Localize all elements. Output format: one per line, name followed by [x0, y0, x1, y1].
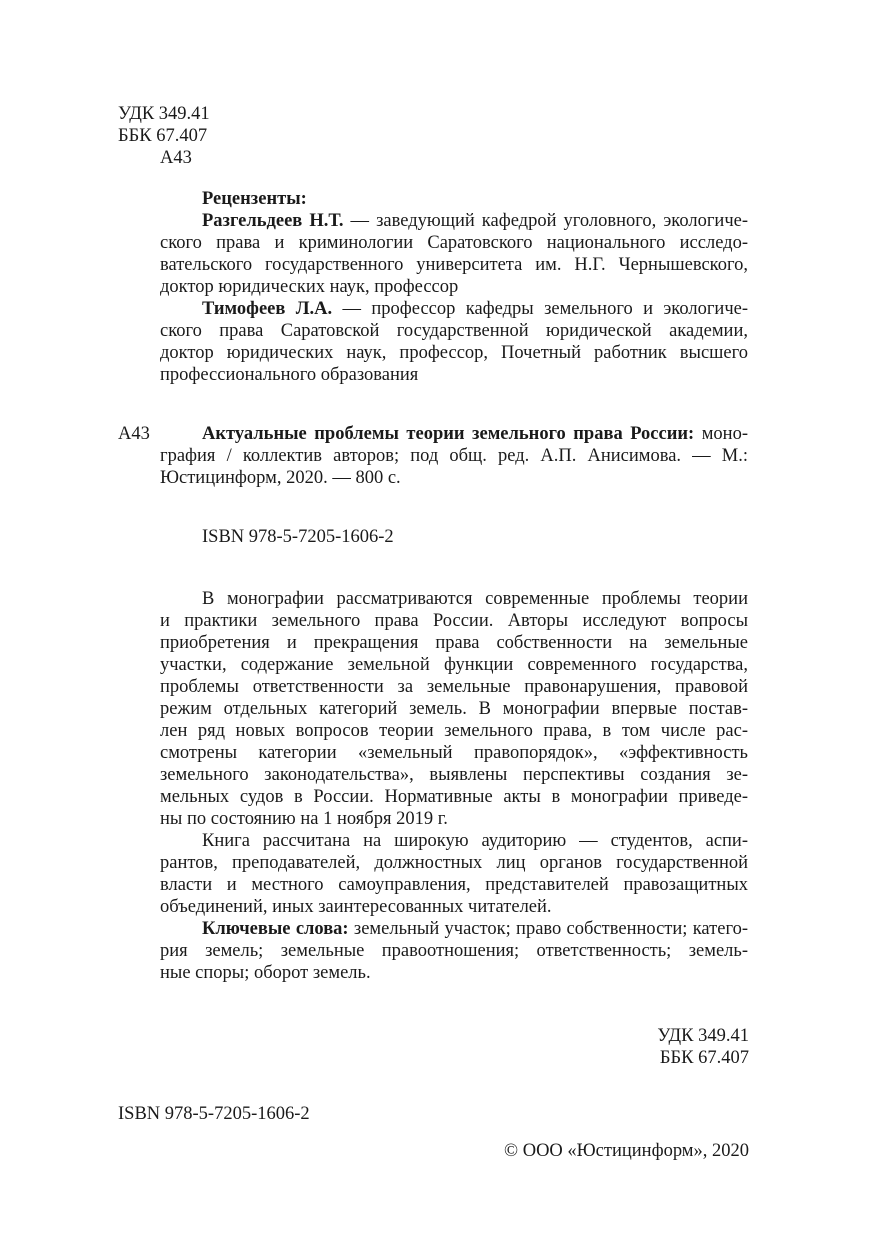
- keywords-line-1: Ключевые слова: земельный участок; право собственности; катего-: [202, 919, 748, 939]
- abstract-p1-line-6: режим отдельных категорий земель. В монографии впервые постав-: [160, 699, 748, 719]
- abstract-p1-line-7: лен ряд новых вопросов теории земельного права, в том числе рас-: [160, 721, 748, 741]
- abstract-p1-line-9: земельного законодательства», выявлены перспективы создания зе-: [160, 765, 748, 785]
- reviewer2-name: Тимофеев Л.А.: [202, 299, 333, 319]
- abstract-p1-line-8: смотрены категории «земельный правопорядок», «эффективность: [160, 743, 748, 763]
- abstract-p2-line-1: Книга рассчитана на широкую аудиторию — студентов, аспи-: [202, 831, 748, 851]
- abstract-p2-line-4: объединений, иных заинтересованных читателей.: [160, 897, 552, 917]
- book-title: Актуальные проблемы теории земельного права России:: [202, 424, 695, 444]
- udk-top: УДК 349.41: [118, 104, 210, 124]
- bbk-bottom: ББК 67.407: [659, 1048, 749, 1068]
- copyright: © ООО «Юстицинформ», 2020: [504, 1141, 749, 1161]
- citation-sign: А43: [118, 424, 150, 444]
- isbn-middle: ISBN 978-5-7205-1606-2: [202, 527, 394, 547]
- reviewer1-line-4: доктор юридических наук, профессор: [160, 277, 459, 297]
- abstract-p1-line-5: проблемы ответственности за земельные правонарушения, правовой: [160, 677, 748, 697]
- udk-bottom: УДК 349.41: [657, 1026, 749, 1046]
- abstract-p2-line-2: рантов, преподавателей, должностных лиц органов государственной: [160, 853, 748, 873]
- author-sign-top: А43: [160, 148, 192, 168]
- citation-line-1: Актуальные проблемы теории земельного права России: моно-: [202, 424, 748, 444]
- reviewers-heading: Рецензенты:: [202, 189, 307, 209]
- reviewer1-line-2: ского права и криминологии Саратовского национального исследо-: [160, 233, 748, 253]
- abstract-p1-line-10: мельных судов в России. Нормативные акты в монографии приведе-: [160, 787, 748, 807]
- isbn-bottom: ISBN 978-5-7205-1606-2: [118, 1104, 310, 1124]
- keywords-label: Ключевые слова:: [202, 919, 349, 939]
- reviewer1-name: Разгельдеев Н.Т.: [202, 211, 344, 231]
- keywords-line-3: ные споры; оборот земель.: [160, 963, 371, 983]
- keywords-line-2: рия земель; земельные правоотношения; ответственность; земель-: [160, 941, 748, 961]
- abstract-p1-line-2: и практики земельного права России. Авторы исследуют вопросы: [160, 611, 748, 631]
- abstract-p1-line-11: ны по состоянию на 1 ноября 2019 г.: [160, 809, 448, 829]
- bbk-top: ББК 67.407: [118, 126, 208, 146]
- reviewer2-line-1: Тимофеев Л.А. — профессор кафедры земельного и экологиче-: [202, 299, 749, 319]
- reviewer2-line-3: доктор юридических наук, профессор, Почетный работник высшего: [160, 343, 748, 363]
- reviewer2-line-2: ского права Саратовской государственной юридической академии,: [160, 321, 748, 341]
- citation-line-2: графия / коллектив авторов; под общ. ред. А.П. Анисимова. — М.:: [160, 446, 748, 466]
- abstract-p1-line-4: участки, содержание земельной функции современного государства,: [160, 655, 748, 675]
- reviewer1-line-1: Разгельдеев Н.Т. — заведующий кафедрой уголовного, экологиче-: [202, 211, 748, 231]
- abstract-p1-line-3: приобретения и прекращения права собственности на земельные: [160, 633, 748, 653]
- abstract-p1-line-1: В монографии рассматриваются современные проблемы теории: [202, 589, 748, 609]
- citation-line-3: Юстицинформ, 2020. — 800 с.: [160, 468, 401, 488]
- reviewer1-line-3: вательского государственного университета им. Н.Г. Чернышевского,: [160, 255, 748, 275]
- reviewer2-line-4: профессионального образования: [160, 365, 419, 385]
- abstract-p2-line-3: власти и местного самоуправления, представителей правозащитных: [160, 875, 748, 895]
